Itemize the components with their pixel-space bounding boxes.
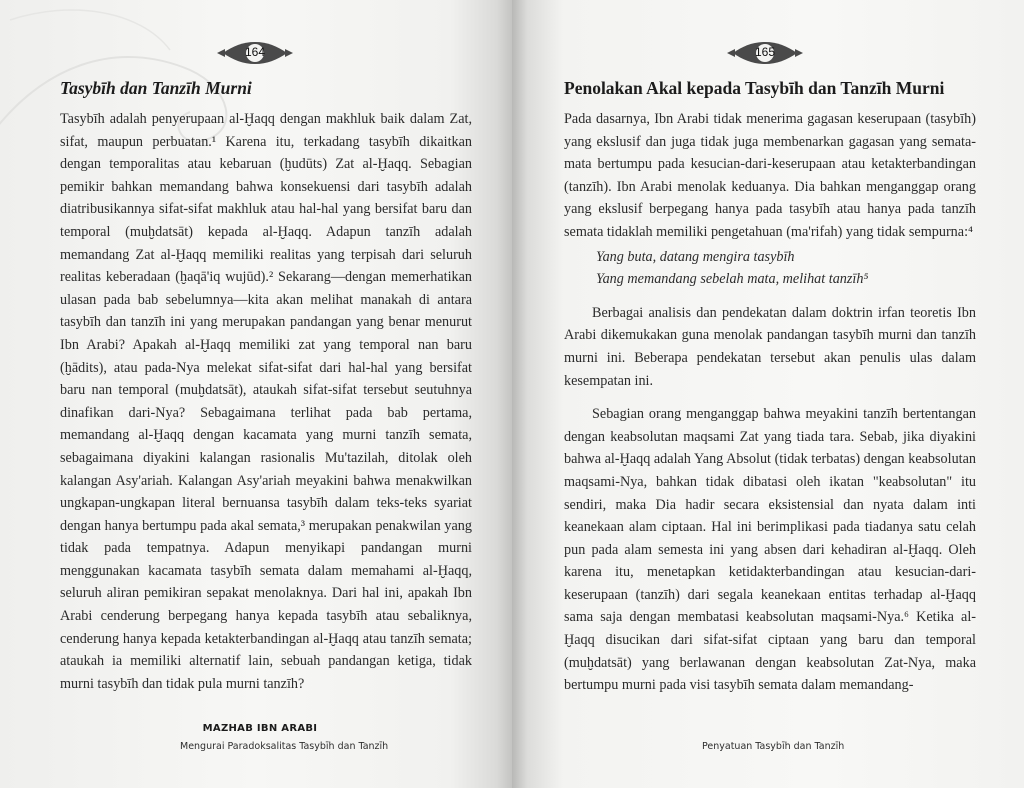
- footer-book-subtitle: Mengurai Paradoksalitas Tasybīh dan Tanzīh: [180, 741, 389, 752]
- body-text: [564, 108, 976, 697]
- right-page: [512, 0, 1024, 788]
- page-number-badge: [215, 40, 295, 66]
- footer-chapter-title: Penyatuan Tasybīh dan Tanzīh: [702, 741, 845, 752]
- section-heading: Tasybīh dan Tanzīh Murni: [60, 78, 252, 98]
- page-number-badge: [725, 40, 805, 66]
- paragraph: Tasybīh adalah penyerupaan al-Ḫaqq dengan makhluk baik dalam Zat, sifat, maupun perbuatan.¹ Karena itu, terkadang tasybīh dikaitkan dengan temporalitas atau kebaruan (ḫudūts) Zat al-Ḫaqq. Sebagian pemikir bahkan memandang bahwa konsekuensi dari tasybīh adalah diatribusikannya sifat-sifat makhluk atau hal-hal yang bersifat baru dan temporal (muḫdatsāt) kepada al-Ḫaqq. Adapun tanzīh adalah memandang Zat al-Ḫaqq memiliki realitas yang terpisah dari seluruh realitas keberadaan (ḫaqā'iq wujūd).² Sekarang—dengan memerhatikan ulasan pada bab sebelumnya—kita akan melihat manakah di antara tasybīh dan tanzīh ini yang merupakan pandangan yang benar menurut Ibn Arabi? Apakah al-Ḫaqq memiliki zat yang temporal nan baru (ḫādits), atau pada-Nya melekat sifat-sifat dari hal-hal yang bersifat baru nan temporal (muḫdatsāt), ataukah sifat-sifat tersebut seutuhnya dinafikan dari-Nya? Sebagaimana terlihat pada bab pertama, memandang al-Ḫaqq dengan kacamata yang murni tanzīh semata, sebagaimana diyakini kalangan rasionalis Mu'tazilah, ditolak oleh kalangan Asy'ariah. Kalangan Asy'ariah meyakini bahwa menakwilkan ungkapan-ungkapan literal bernuansa tasybīh dalam teks-teks syariat dengan hanya bertumpu pada akal semata,³ merupakan penakwilan yang tidak pada tempatnya. Adapun menyikapi pandangan murni menggunakan kacamata tasybīh semata dalam memahami al-Ḫaqq, seluruh aliran pemikiran sepakat menolaknya. Dari hal ini, apakah Ibn Arabi cenderung berpegang hanya kepada tasybīh atau sebaliknya, cenderung hanya kepada ketakterbandingan al-Ḫaqq atau tanzīh semata; ataukah ia memiliki alternatif lain, sebuah pandangan ketiga, tidak murni tasybīh dan tidak pula murni tanzīh?: [60, 111, 472, 692]
- verse-line: Yang memandang sebelah mata, melihat tanzīh⁵: [596, 271, 869, 288]
- paragraph: Sebagian orang menganggap bahwa meyakini tanzīh bertentangan dengan keabsolutan maqsami Zat yang tiada tara. Sebab, jika diyakini bahwa al-Ḫaqq adalah Yang Absolut (tidak terbatas) dengan keabsolutan maqsami-Nya, bahkan tidak dibatasi oleh ikatan "keabsolutan" itu sendiri, maka Dia hadir secara eksistensial dan nyata dalam inti keanekaan alam ciptaan. Hal ini berimplikasi pada tiadanya satu celah pun pada alam semesta ini yang absen dari kehadiran al-Ḫaqq. Oleh karena itu, menetapkan ketidakterbandingan atau kesucian-dari-keserupaan (tanzīh) dari segala keanekaan entitas terhadap al-Ḫaqq sama saja dengan membatasi keabsolutan maqsami-Nya.⁶ Ketika al-Ḫaqq disucikan dari sifat-sifat ciptaan yang baru dan temporal (muḫdatsāt) yang berlawanan dengan keabsolutan Zat-Nya, maka bertumpu murni pada visi tasybīh semata dalam memandang-: [564, 406, 976, 694]
- page-number: 164: [244, 45, 266, 59]
- body-text: [60, 108, 472, 695]
- paragraph: Berbagai analisis dan pendekatan dalam doktrin irfan teoretis Ibn Arabi dikemukakan guna menolak pandangan tasybīh murni dan tanzīh murni ini. Beberapa pendekatan tersebut akan penulis ulas dalam kesempatan ini.: [564, 304, 976, 389]
- verse-line: Yang buta, datang mengira tasybīh: [596, 248, 795, 265]
- paragraph: Pada dasarnya, Ibn Arabi tidak menerima gagasan keserupaan (tasybīh) yang ekslusif dan juga tidak juga membenarkan gagasan yang semata-mata bertumpu pada kesucian-dari-keserupaan atau ketakterbandingan (tanzīh). Ibn Arabi menolak keduanya. Dia bahkan menganggap orang yang ekslusif berpegang hanya pada tasybīh atau hanya pada tanzīh semata tidaklah memiliki pengetahuan (ma'rifah) yang tidak sempurna:⁴: [564, 111, 976, 240]
- page-number: 165: [754, 45, 776, 59]
- section-heading: Penolakan Akal kepada Tasybīh dan Tanzīh Murni: [564, 78, 945, 98]
- footer-book-title: MAZHAB IBN ARABI: [202, 723, 318, 734]
